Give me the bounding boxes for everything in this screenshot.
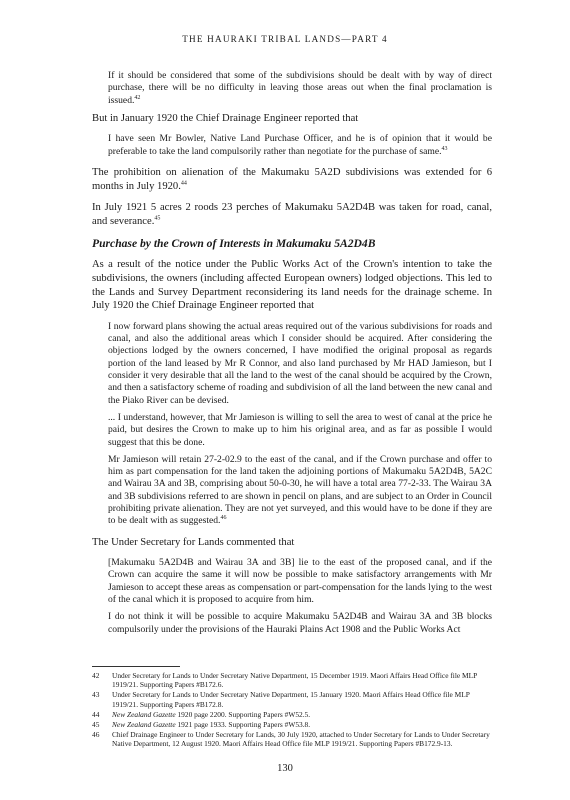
footnote-number: 42 [92,671,100,680]
main-content [92,70,492,641]
running-header: THE HAURAKI TRIBAL LANDS—PART 4 [182,34,388,44]
footnote-number: 43 [92,690,100,700]
footnote [92,710,492,719]
footnote [92,730,492,748]
footnote-number: 45 [92,720,100,730]
block-quote: I now forward plans showing the actual areas required out of the various subdivisions for roads and canal, and also the additional areas which I consider should be acquired. After considering the objections lodged by the owners concerned, I have modified the original proposal as regards portion of the land leased by Mr R Connor, and also land purchased by Mr HAD Jamieson, but I consider it very desirable that all the land to the west of the canal should be acquired by the Crown, and then a satisfactory scheme of roading and subdivision of all the land between the new canal and the Piako River can be devised. [108,320,492,406]
footnote-ref[interactable]: 42 [134,94,141,101]
footnote-text: New Zealand Gazette 1921 page 1933. Supporting Papers #W53.8. [112,720,311,730]
page-number: 130 [277,763,293,774]
body-paragraph: In July 1921 5 acres 2 roods 23 perches of Makumaku 5A2D4B was taken for road, canal, and severance.$^{45}$ [92,202,492,227]
footnote-text: New Zealand Gazette 1920 page 2200. Supporting Papers #W52.5. [112,709,311,719]
footnote-number: 44 [92,709,100,719]
section-heading: Purchase by the Crown of Interests in Makumaku 5A2D4B [92,237,376,251]
footnote-text: Under Secretary for Lands to Under Secretary Native Department, 15 December 1919. Maori Affairs Head Office file MLP 1919/21. Supporting Papers #B172.6. [112,671,477,690]
block-quote: I have seen Mr Bowler, Native Land Purchase Officer, and he is of opinion that it would be preferable to take the land compulsorily rather than negotiate for the purchase of same.$^{43}$ [108,133,492,157]
footnotes [92,666,492,750]
footnote-ref[interactable]: 46 [220,515,227,522]
footnote [92,671,492,689]
body-paragraph: As a result of the notice under the Public Works Act of the Crown's intention to take the subdivisions, the owners (including affected European owners) lodged objections. This led to the Lands and Survey Department reconsidering its land needs for the drainage scheme. In July 1920 the Chief Drainage Engineer reported that [92,259,492,312]
body-paragraph: The Under Secretary for Lands commented that [92,536,295,548]
footnote-ref[interactable]: 43 [441,145,448,152]
body-paragraph: But in January 1920 the Chief Drainage Engineer reported that [92,112,359,124]
block-quote: Mr Jamieson will retain 27-2-02.9 to the east of the canal, and if the Crown purchase and offer to him as part compensation for the land taken the adjoining portions of Makumaku 5A2D4B, 5A2C and Wairau 3A and 3B, comprising about 50-0-30, he will have a total area 77-2-33. The Wairau 3A and 3B subdivisions referred to are shown in pencil on plans, and are subject to an Order in Council prohibiting private alienation. They are not yet surveyed, and this would have to be done if they are to be dealt with as suggested.$^{46}$ [108,453,492,527]
footnote-ref[interactable]: 45 [154,215,161,222]
footnote-ref[interactable]: 44 [180,180,187,187]
footnote-number: 46 [92,730,100,740]
block-quote: If it should be considered that some of the subdivisions should be dealt with by way of direct purchase, there will be no difficulty in leaving those areas out when the final proclamation is issued.$^{42}$ [108,70,492,106]
body-paragraph: The prohibition on alienation of the Makumaku 5A2D subdivisions was extended for 6 months in July 1920.44 [92,167,492,192]
footnote [92,690,492,708]
footnote [92,720,492,729]
footnote-text: Chief Drainage Engineer to Under Secretary for Lands, 30 July 1920, attached to Under Secretary for Lands to Under Secretary Native Department, 12 August 1920. Maori Affairs Head Office file MLP 1919/21. Supporting Papers #B172.9-13. [112,730,490,749]
footnote-text: Under Secretary for Lands to Under Secretary Native Department, 15 January 1920. Maori Affairs Head Office file MLP 1919/21. Supporting Papers #B172.8. [112,690,470,709]
block-quote: I do not think it will be possible to acquire Makumaku 5A2D4B and Wairau 3A and 3B blocks compulsorily under the provisions of the Hauraki Plains Act 1908 and the Public Works Act [108,611,492,635]
footnote-divider [92,666,180,667]
block-quote: [Makumaku 5A2D4B and Wairau 3A and 3B] lie to the east of the proposed canal, and if the Crown can acquire the same it will now be possible to make satisfactory arrangements with Mr Jamieson to accept these areas as compensation or part-compensation for the lands lying to the west of the canal which it is proposed to acquire from him. [108,557,492,606]
block-quote: ... I understand, however, that Mr Jamieson is willing to sell the area to west of canal at the price he paid, but desires the Crown to make up to him his original area, and as far as possible I would suggest that this be done. [108,411,492,448]
